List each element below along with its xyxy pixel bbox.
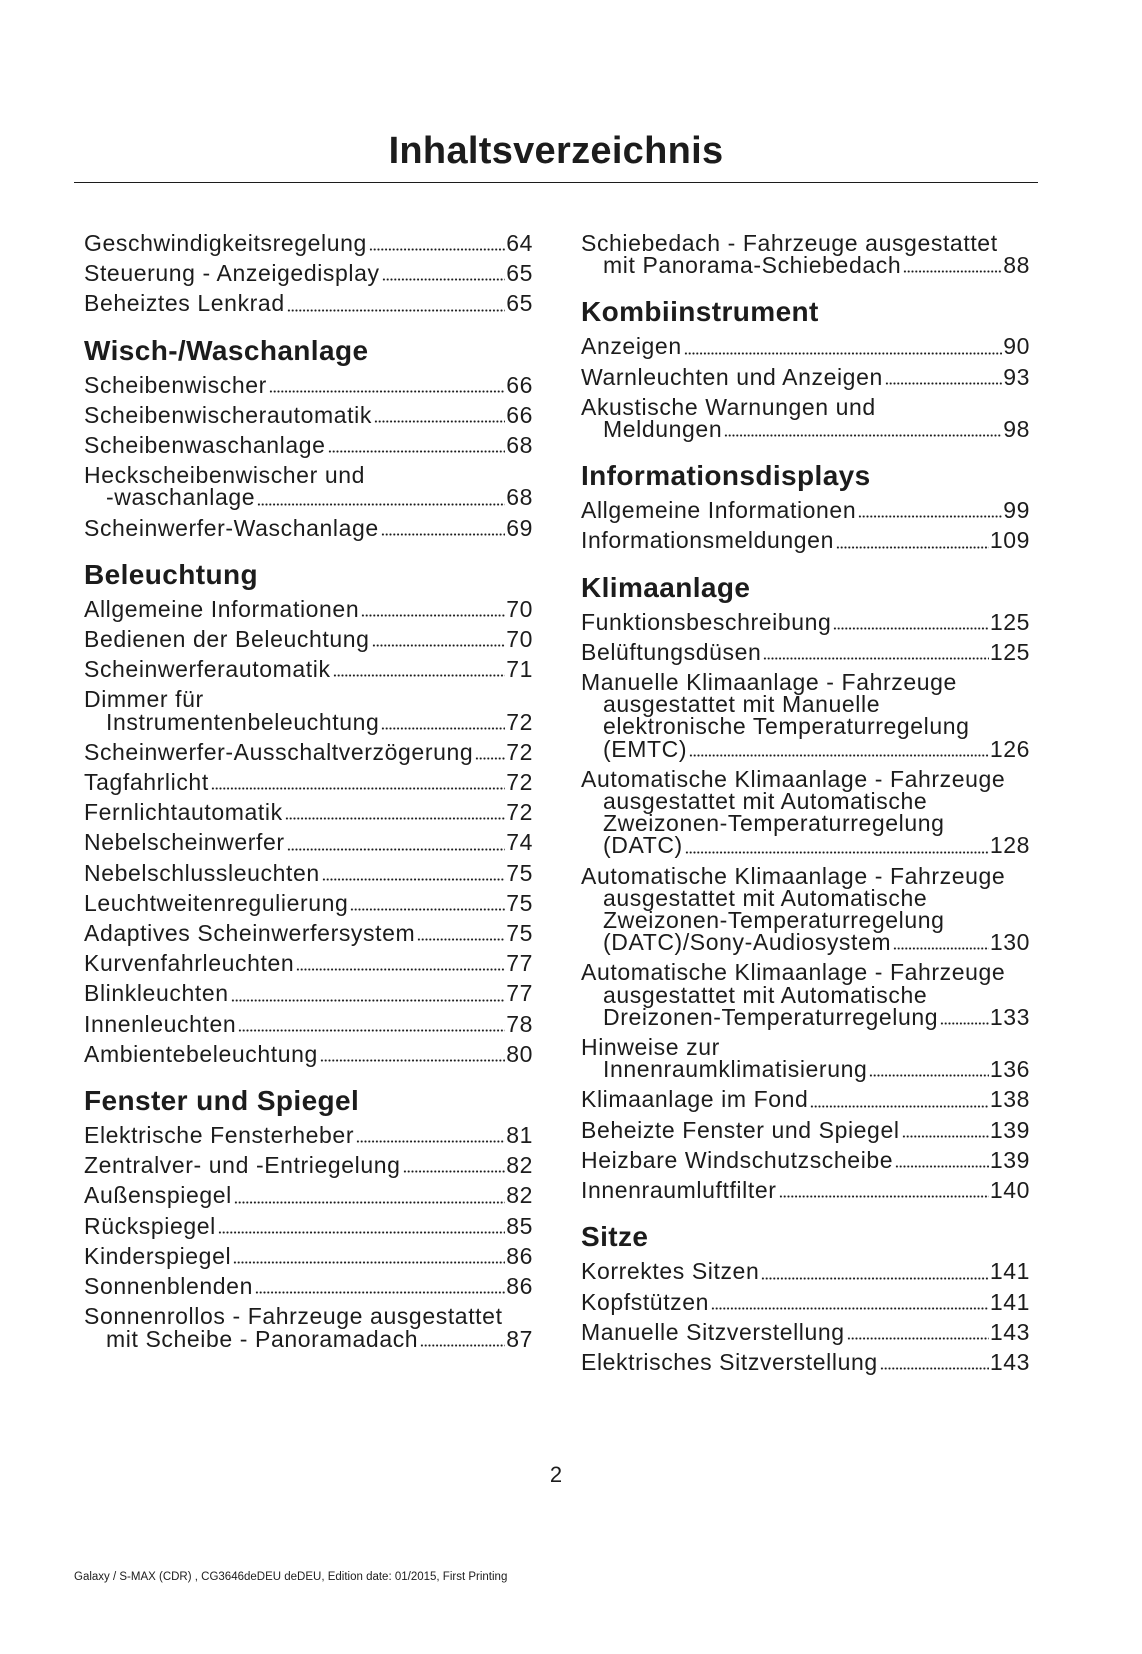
- toc-entry-text: Belüftungsdüsen: [581, 638, 762, 665]
- toc-page-number: 128: [989, 832, 1030, 859]
- toc-entry-text: Scheibenwischer: [84, 371, 267, 398]
- toc-page-number: 86: [506, 1242, 533, 1269]
- toc-entry-last-line: [84, 260, 533, 287]
- toc-entry-last-line: [581, 363, 1030, 390]
- toc-entry-text: Funktionsbeschreibung: [581, 608, 832, 635]
- toc-entry-last-line: [581, 608, 1030, 635]
- toc-entry-last-line: [84, 1122, 533, 1149]
- toc-entry-last-line: [84, 371, 533, 398]
- toc-entry-text: (DATC)/Sony-Audiosystem: [603, 929, 892, 956]
- leader-dots: [684, 352, 1002, 355]
- toc-entry-last-line: [581, 832, 1030, 859]
- toc-entry[interactable]: [84, 1273, 533, 1300]
- toc-page-number: 133: [989, 1003, 1030, 1030]
- page-number: 2: [549, 1462, 563, 1487]
- toc-entry[interactable]: [84, 1303, 533, 1352]
- toc-entry-last-line: [581, 1318, 1030, 1345]
- toc-entry-last-line: [581, 1177, 1030, 1204]
- toc-page-number: 68: [506, 432, 533, 459]
- toc-entry-text: Scheibenwaschanlage: [84, 432, 326, 459]
- section-heading: Wisch-/Waschanlage: [84, 334, 369, 366]
- toc-entry[interactable]: [84, 232, 533, 254]
- toc-entry-text: ausgestattet mit Automatische: [603, 884, 928, 911]
- toc-entry[interactable]: [581, 393, 1030, 443]
- toc-entry[interactable]: [581, 1034, 1030, 1083]
- leader-dots: [711, 1307, 989, 1310]
- leader-dots: [885, 382, 1002, 385]
- toc-entry-text: Dreizonen-Temperaturregelung: [603, 1003, 939, 1030]
- toc-entry[interactable]: [84, 401, 533, 428]
- toc-entry[interactable]: [84, 1152, 533, 1179]
- leader-dots: [381, 727, 505, 730]
- toc-entry-text: Scheinwerfer-Waschanlage: [84, 514, 379, 541]
- toc-entry[interactable]: [581, 638, 1030, 665]
- toc-entry-last-line: [84, 232, 533, 254]
- leader-dots: [333, 674, 506, 677]
- toc-section: [581, 1222, 1030, 1373]
- toc-entry[interactable]: [84, 738, 533, 765]
- toc-entry-last-line: [581, 497, 1030, 524]
- leader-dots: [361, 614, 505, 617]
- toc-page-number: 141: [989, 1288, 1030, 1315]
- toc-entry-text: (DATC): [603, 832, 683, 859]
- toc-page-number: 74: [506, 829, 533, 856]
- leader-dots: [231, 999, 506, 1002]
- toc-page-number: 98: [1003, 416, 1030, 443]
- toc-entry-last-line: [84, 626, 533, 653]
- toc-page-number: 93: [1003, 363, 1030, 390]
- toc-entry-last-line: [581, 1288, 1030, 1315]
- toc-entry-last-line: [84, 889, 533, 916]
- leader-dots: [810, 1105, 988, 1108]
- toc-entry[interactable]: [581, 497, 1030, 524]
- toc-entry[interactable]: [84, 980, 533, 1007]
- toc-entry-last-line: [84, 829, 533, 856]
- toc-entry[interactable]: [581, 765, 1030, 859]
- toc-entry[interactable]: [84, 1242, 533, 1269]
- toc-entry-text: elektronische Temperaturregelung: [603, 713, 970, 740]
- toc-entry-text: Schiebedach - Fahrzeuge ausgestattet: [581, 230, 998, 256]
- toc-entry-text: Scheibenwischerautomatik: [84, 401, 372, 428]
- toc-entry-last-line: [581, 416, 1030, 443]
- toc-entry-text: Zweizonen-Temperaturregelung: [603, 907, 945, 934]
- toc-entry-text: Warnleuchten und Anzeigen: [581, 363, 883, 390]
- toc-entry[interactable]: [581, 527, 1030, 554]
- toc-entry-last-line: [84, 290, 533, 317]
- toc-page-number: 65: [506, 260, 533, 287]
- toc-page-number: 72: [506, 799, 533, 826]
- toc-entry-text: Korrektes Sitzen: [581, 1258, 760, 1285]
- toc-entry-text: Außenspiegel: [84, 1182, 232, 1209]
- toc-entry-text: Geschwindigkeitsregelung: [84, 230, 367, 256]
- leader-dots: [836, 546, 989, 549]
- document-footer: Galaxy / S-MAX (CDR) , CG3646deDEU deDEU, Edition date: 01/2015, First Printing: [74, 1571, 508, 1583]
- toc-page-number: 140: [989, 1177, 1030, 1204]
- toc-entry-last-line: [84, 401, 533, 428]
- toc-entry[interactable]: [581, 1086, 1030, 1113]
- toc-entry-last-line: [581, 1003, 1030, 1030]
- toc-page-number: 71: [506, 656, 533, 683]
- toc-entry-text: Fernlichtautomatik: [84, 799, 283, 826]
- toc-entry-text: Allgemeine Informationen: [84, 595, 360, 622]
- toc-page-number: 99: [1003, 497, 1030, 524]
- toc-entry[interactable]: [84, 769, 533, 796]
- toc-entry-text: Manuelle Klimaanlage - Fahrzeuge: [581, 669, 957, 696]
- toc-entry-text: Blinkleuchten: [84, 980, 229, 1007]
- leader-dots: [869, 1074, 988, 1077]
- toc-entry-last-line: [84, 432, 533, 459]
- toc-page-number: 72: [506, 738, 533, 765]
- toc-entry-last-line: [581, 1348, 1030, 1375]
- toc-entry-text: Klimaanlage im Fond: [581, 1086, 809, 1113]
- toc-entry-last-line: [84, 514, 533, 541]
- toc-section: [84, 336, 533, 539]
- toc-entry[interactable]: [581, 1146, 1030, 1173]
- leader-dots: [761, 1277, 988, 1280]
- toc-page-number: 86: [506, 1273, 533, 1300]
- leader-dots: [940, 1022, 989, 1025]
- toc-section: [581, 230, 1030, 279]
- toc-entry-last-line: [84, 738, 533, 765]
- toc-page-number: 136: [989, 1056, 1030, 1083]
- toc-entry-last-line: [581, 1056, 1030, 1083]
- toc-page-number: 109: [989, 527, 1030, 554]
- toc-entry-last-line: [84, 980, 533, 1007]
- toc-page-number: 72: [506, 708, 533, 735]
- toc-entry-last-line: [84, 1040, 533, 1067]
- leader-dots: [257, 503, 505, 506]
- toc-entry-last-line: [84, 484, 533, 511]
- toc-entry[interactable]: [84, 889, 533, 916]
- toc-entry-text: Allgemeine Informationen: [581, 497, 857, 524]
- toc-page-number: 82: [506, 1182, 533, 1209]
- toc-entry-text: Kurvenfahrleuchten: [84, 950, 295, 977]
- toc-page-number: 75: [506, 920, 533, 947]
- toc-page-number: 65: [506, 290, 533, 317]
- toc-entry-last-line: [84, 656, 533, 683]
- toc-entry[interactable]: [581, 961, 1030, 1028]
- toc-entry[interactable]: [84, 799, 533, 826]
- toc-entry-text: Leuchtweitenregulierung: [84, 889, 349, 916]
- toc-entry-text: ausgestattet mit Manuelle: [603, 691, 881, 718]
- leader-dots: [895, 1165, 989, 1168]
- toc-page-number: 64: [506, 230, 533, 256]
- toc-entry-text: Heizbare Windschutzscheibe: [581, 1146, 894, 1173]
- toc-entry-last-line: [84, 950, 533, 977]
- toc-page-number: 66: [506, 371, 533, 398]
- toc-entry[interactable]: [84, 462, 533, 511]
- toc-entry-last-line: [84, 1010, 533, 1037]
- toc-entry[interactable]: [581, 671, 1030, 760]
- section-heading: Beleuchtung: [84, 558, 258, 590]
- toc-entry[interactable]: [84, 1182, 533, 1209]
- toc-entry-last-line: [84, 799, 533, 826]
- leader-dots: [238, 1029, 505, 1032]
- leader-dots: [369, 248, 505, 251]
- toc-entry[interactable]: [84, 514, 533, 541]
- toc-page-number: 143: [989, 1348, 1030, 1375]
- toc-entry[interactable]: [581, 363, 1030, 390]
- toc-entry-text: Beheiztes Lenkrad: [84, 290, 285, 317]
- leader-dots: [322, 878, 505, 881]
- toc-entry[interactable]: [84, 626, 533, 653]
- toc-entry-last-line: [581, 527, 1030, 554]
- toc-entry-text: Zweizonen-Temperaturregelung: [603, 810, 945, 837]
- toc-section: [84, 560, 533, 1065]
- toc-entry-last-line: [84, 1242, 533, 1269]
- toc-section: [581, 460, 1030, 554]
- toc-page-number: 125: [989, 608, 1030, 635]
- toc-entry[interactable]: [84, 260, 533, 287]
- toc-entry-text: Kopfstützen: [581, 1288, 710, 1315]
- leader-dots: [287, 309, 505, 312]
- toc-entry-last-line: [84, 1273, 533, 1300]
- toc-entry[interactable]: [581, 862, 1030, 956]
- toc-page-number: 125: [989, 638, 1030, 665]
- toc-entry-text: Beheizte Fenster und Spiegel: [581, 1116, 900, 1143]
- leader-dots: [296, 968, 505, 971]
- leader-dots: [382, 278, 506, 281]
- toc-entry-last-line: [84, 769, 533, 796]
- leader-dots: [356, 1140, 505, 1143]
- section-heading: Sitze: [581, 1221, 649, 1253]
- toc-entry-text: Automatische Klimaanlage - Fahrzeuge: [581, 862, 1006, 889]
- toc-entry-text: (EMTC): [603, 735, 688, 762]
- toc-section: [84, 1086, 533, 1350]
- toc-entry-last-line: [84, 920, 533, 947]
- toc-entry[interactable]: [581, 608, 1030, 635]
- section-heading: Kombiinstrument: [581, 296, 819, 328]
- toc-page-number: 75: [506, 859, 533, 886]
- toc-entry[interactable]: [581, 1288, 1030, 1315]
- toc-entry[interactable]: [84, 371, 533, 398]
- leader-dots: [724, 434, 1002, 437]
- title-divider: [74, 182, 1038, 183]
- toc-entry[interactable]: [84, 1122, 533, 1149]
- toc-entry-text: Scheinwerfer-Ausschaltverzögerung: [84, 738, 474, 765]
- toc-entry-text: Innenraumluftfilter: [581, 1177, 777, 1204]
- toc-page-number: 80: [506, 1040, 533, 1067]
- leader-dots: [287, 848, 506, 851]
- toc-section: [581, 573, 1030, 1202]
- toc-entry-text: Ambientebeleuchtung: [84, 1040, 318, 1067]
- toc-page-number: 87: [506, 1325, 533, 1352]
- leader-dots: [685, 851, 989, 854]
- toc-page-number: 143: [989, 1318, 1030, 1345]
- toc-entry-last-line: [84, 1182, 533, 1209]
- toc-entry[interactable]: [84, 290, 533, 317]
- leader-dots: [403, 1170, 506, 1173]
- toc-entry[interactable]: [84, 859, 533, 886]
- leader-dots: [858, 515, 1002, 518]
- toc-entry[interactable]: [84, 595, 533, 622]
- toc-entry[interactable]: [581, 1318, 1030, 1345]
- toc-entry-text: -waschanlage: [106, 484, 256, 511]
- toc-entry-text: Automatische Klimaanlage - Fahrzeuge: [581, 765, 1006, 792]
- leader-dots: [903, 270, 1002, 273]
- leader-dots: [218, 1231, 505, 1234]
- leader-dots: [234, 1201, 505, 1204]
- toc-entry-last-line: [84, 708, 533, 735]
- toc-entry-last-line: [84, 1212, 533, 1239]
- toc-entry-text: Heckscheibenwischer und: [84, 462, 365, 489]
- toc-page-number: 70: [506, 595, 533, 622]
- leader-dots: [763, 657, 988, 660]
- toc-entry[interactable]: [84, 686, 533, 735]
- toc-page-number: 77: [506, 950, 533, 977]
- toc-entry-text: Kinderspiegel: [84, 1242, 232, 1269]
- toc-entry-text: Sonnenrollos - Fahrzeuge ausgestattet: [84, 1303, 503, 1330]
- toc-entry-last-line: [581, 929, 1030, 956]
- toc-page-number: 139: [989, 1146, 1030, 1173]
- toc-entry-text: Bedienen der Beleuchtung: [84, 626, 370, 653]
- toc-entry-text: Hinweise zur: [581, 1034, 720, 1061]
- toc-section: [581, 296, 1030, 443]
- toc-page-number: 70: [506, 626, 533, 653]
- toc-entry-last-line: [581, 1116, 1030, 1143]
- leader-dots: [893, 947, 989, 950]
- toc-entry-last-line: [84, 1325, 533, 1352]
- toc-page-number: 82: [506, 1152, 533, 1179]
- toc-entry[interactable]: [84, 1212, 533, 1239]
- leader-dots: [372, 644, 506, 647]
- toc-entry-text: Innenleuchten: [84, 1010, 237, 1037]
- toc-entry[interactable]: [84, 829, 533, 856]
- toc-entry-text: Sonnenblenden: [84, 1273, 253, 1300]
- toc-entry[interactable]: [84, 1040, 533, 1067]
- leader-dots: [320, 1059, 505, 1062]
- leader-dots: [233, 1261, 505, 1264]
- leader-dots: [779, 1195, 989, 1198]
- toc-entry-text: Akustische Warnungen und: [581, 393, 876, 420]
- toc-entry-text: ausgestattet mit Automatische: [603, 788, 928, 815]
- toc-entry[interactable]: [581, 230, 1030, 279]
- toc-entry-last-line: [84, 1152, 533, 1179]
- leader-dots: [420, 1344, 505, 1347]
- toc-entry-last-line: [581, 1086, 1030, 1113]
- toc-entry-text: Manuelle Sitzverstellung: [581, 1318, 845, 1345]
- toc-page-number: 77: [506, 980, 533, 1007]
- toc-entry-text: mit Scheibe - Panoramadach: [106, 1325, 419, 1352]
- toc-entry-last-line: [581, 333, 1030, 360]
- toc-entry[interactable]: [581, 1348, 1030, 1375]
- toc-page-number: 78: [506, 1010, 533, 1037]
- toc-entry-text: Innenraumklimatisierung: [603, 1056, 868, 1083]
- toc-entry-last-line: [84, 595, 533, 622]
- toc-entry[interactable]: [84, 1010, 533, 1037]
- leader-dots: [689, 754, 989, 757]
- toc-page-number: 66: [506, 401, 533, 428]
- toc-page-number: 72: [506, 769, 533, 796]
- leader-dots: [350, 908, 505, 911]
- toc-entry[interactable]: [84, 950, 533, 977]
- toc-entry-text: Scheinwerferautomatik: [84, 656, 331, 683]
- toc-entry-text: Adaptives Scheinwerfersystem: [84, 920, 416, 947]
- leader-dots: [381, 533, 505, 536]
- toc-entry-last-line: [581, 735, 1030, 762]
- toc-entry-text: Steuerung - Anzeigedisplay: [84, 260, 380, 287]
- toc-column-right: [581, 232, 1030, 1381]
- toc-entry[interactable]: [84, 656, 533, 683]
- leader-dots: [847, 1337, 989, 1340]
- toc-entry[interactable]: [84, 920, 533, 947]
- toc-entry-text: Elektrische Fensterheber: [84, 1122, 355, 1149]
- section-heading: Fenster und Spiegel: [84, 1085, 360, 1117]
- toc-entry-text: Anzeigen: [581, 333, 682, 360]
- toc-entry-text: ausgestattet mit Automatische: [603, 981, 928, 1008]
- leader-dots: [417, 938, 505, 941]
- leader-dots: [902, 1135, 989, 1138]
- toc-entry-text: Meldungen: [603, 416, 723, 443]
- toc-entry[interactable]: [581, 1258, 1030, 1285]
- toc-entry[interactable]: [84, 432, 533, 459]
- toc-section: [84, 232, 533, 315]
- toc-entry-text: Nebelschlussleuchten: [84, 859, 320, 886]
- toc-page-number: 90: [1003, 333, 1030, 360]
- toc-page-number: 68: [506, 484, 533, 511]
- toc-page-number: 141: [989, 1258, 1030, 1285]
- leader-dots: [475, 757, 505, 760]
- toc-entry-text: Elektrisches Sitzverstellung: [581, 1348, 878, 1375]
- toc-page-number: 75: [506, 889, 533, 916]
- leader-dots: [211, 787, 505, 790]
- toc-entry-last-line: [581, 1258, 1030, 1285]
- toc-page-number: 81: [506, 1122, 533, 1149]
- toc-page-number: 126: [989, 735, 1030, 762]
- toc-entry-text: mit Panorama-Schiebedach: [603, 252, 902, 279]
- toc-page-number: 88: [1003, 252, 1030, 279]
- toc-page-number: 139: [989, 1116, 1030, 1143]
- toc-entry-text: Tagfahrlicht: [84, 769, 209, 796]
- toc-entry[interactable]: [581, 1116, 1030, 1143]
- toc-entry[interactable]: [581, 333, 1030, 360]
- toc-page-number: 138: [989, 1086, 1030, 1113]
- leader-dots: [255, 1291, 505, 1294]
- toc-entry-last-line: [84, 859, 533, 886]
- toc-entry-text: Dimmer für: [84, 686, 204, 713]
- toc-entry-text: Instrumentenbeleuchtung: [106, 708, 380, 735]
- toc-entry-text: Automatische Klimaanlage - Fahrzeuge: [581, 959, 1006, 986]
- toc-entry-last-line: [581, 252, 1030, 279]
- leader-dots: [269, 390, 505, 393]
- toc-entry-text: Informationsmeldungen: [581, 527, 834, 554]
- toc-page-number: 85: [506, 1212, 533, 1239]
- leader-dots: [328, 450, 506, 453]
- toc-entry-last-line: [581, 638, 1030, 665]
- page-title: Inhaltsverzeichnis: [388, 130, 724, 172]
- toc-entry-last-line: [581, 1146, 1030, 1173]
- leader-dots: [880, 1367, 989, 1370]
- leader-dots: [833, 627, 988, 630]
- toc-page-number: 69: [506, 514, 533, 541]
- section-heading: Klimaanlage: [581, 571, 751, 603]
- toc-entry[interactable]: [581, 1177, 1030, 1204]
- leader-dots: [374, 420, 505, 423]
- section-heading: Informationsdisplays: [581, 460, 871, 492]
- toc-entry-text: Nebelscheinwerfer: [84, 829, 285, 856]
- toc-page-number: 130: [989, 929, 1030, 956]
- toc-entry-text: Rückspiegel: [84, 1212, 216, 1239]
- toc-entry-text: Zentralver- und -Entriegelung: [84, 1152, 401, 1179]
- toc-column-left: [84, 232, 533, 1358]
- leader-dots: [285, 817, 505, 820]
